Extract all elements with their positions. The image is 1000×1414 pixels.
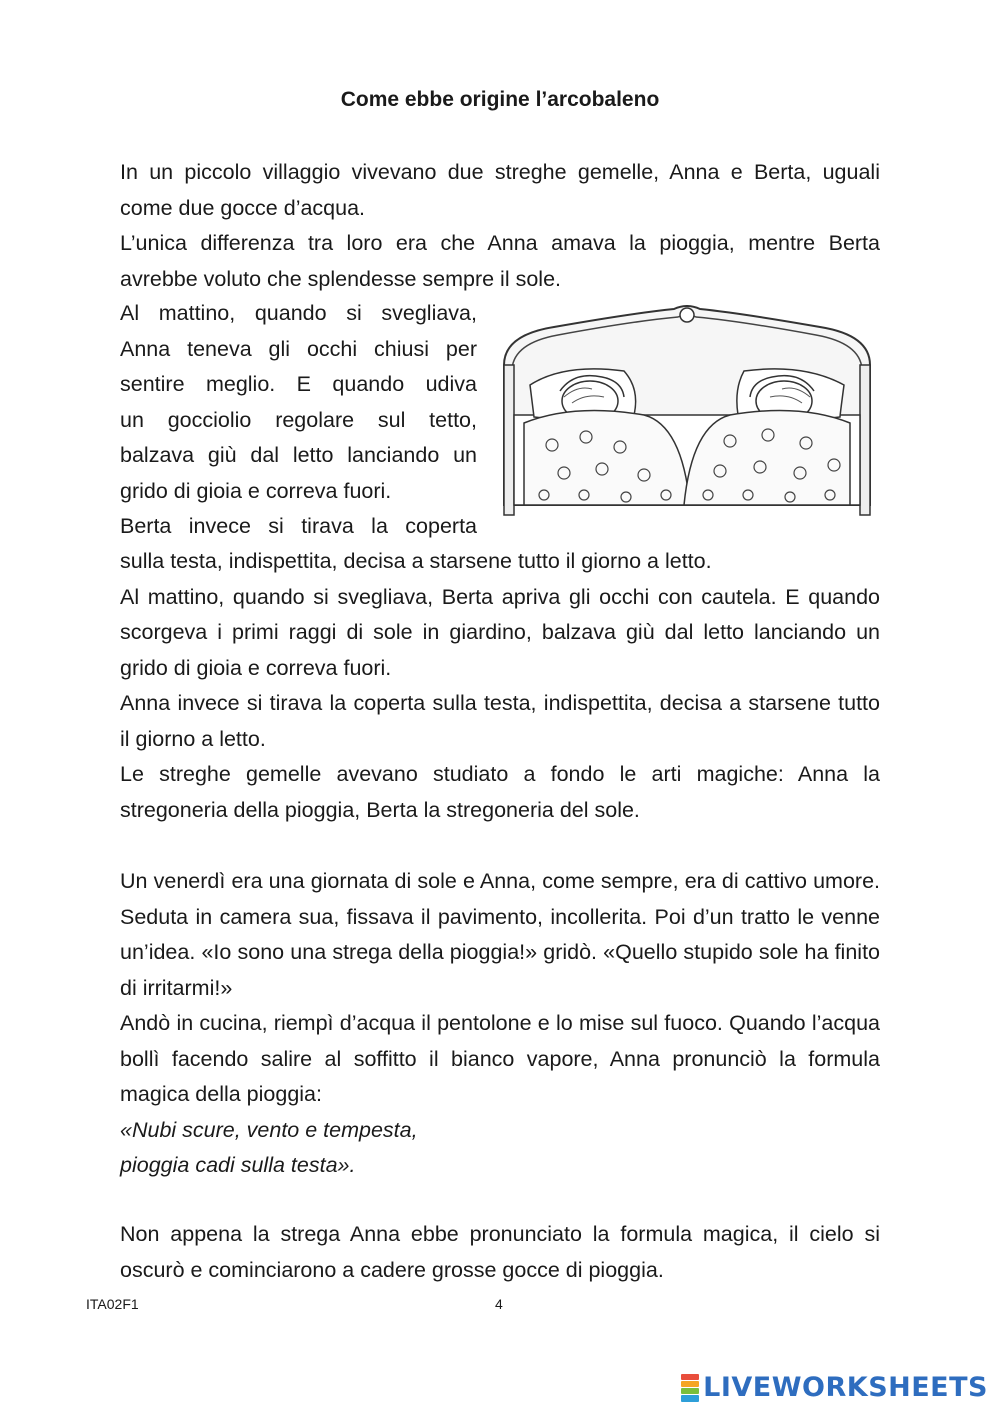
text-line: Berta invece si tirava la coperta xyxy=(120,514,477,538)
spell-line: «Nubi scure, vento e tempesta, xyxy=(120,1117,418,1142)
twins-in-bed-illustration xyxy=(494,305,880,517)
liveworksheets-logo xyxy=(681,1372,988,1403)
footer-document-code: ITA02F1 xyxy=(86,1296,139,1312)
paragraph: Un venerdì era una giornata di sole e Anna, come sempre, era di cattivo umore. Seduta in camera sua, fissava il pavimento, incollerita. Poi d’un tratto le venne un’idea. «Io sono una strega della pioggia!» gridò. «Quello stupido sole ha finito di irritarmi!» xyxy=(120,869,880,1000)
text-block-friday xyxy=(120,864,880,1184)
paragraph: Le streghe gemelle avevano studiato a fondo le arti magiche: Anna la stregoneria della pioggia, Berta la stregoneria del sole. xyxy=(120,762,880,822)
paragraph: In un piccolo villaggio vivevano due streghe gemelle, Anna e Berta, uguali come due gocce d’acqua. xyxy=(120,160,880,220)
paragraph: L’unica differenza tra loro era che Anna amava la pioggia, mentre Berta avrebbe voluto che splendesse sempre il sole. xyxy=(120,231,880,291)
footer-page-number: 4 xyxy=(495,1296,503,1312)
text-line: grido di gioia e correva fuori. xyxy=(120,478,392,503)
text-block-mornings xyxy=(120,544,880,828)
paragraph: Andò in cucina, riempì d’acqua il pentolone e lo mise sul fuoco. Quando l’acqua bollì facendo salire al soffitto il bianco vapore, Anna pronunciò la formula magica della pioggia: xyxy=(120,1011,880,1106)
text-line: Al mattino, quando si svegliava, xyxy=(120,301,477,325)
text-line: un gocciolio regolare sul tetto, xyxy=(120,407,477,432)
text-line: sentire meglio. E quando udiva xyxy=(120,372,477,396)
spell-line: pioggia cadi sulla testa». xyxy=(120,1153,356,1177)
text-block-beside-illustration xyxy=(120,296,477,545)
paragraph: Non appena la strega Anna ebbe pronunciato la formula magica, il cielo si oscurò e cominciarono a cadere grosse gocce di pioggia. xyxy=(120,1222,880,1282)
paragraph: Al mattino, quando si svegliava, Berta apriva gli occhi con cautela. E quando scorgeva i primi raggi di sole in giardino, balzava giù dal letto lanciando un grido di gioia e correva fuori. xyxy=(120,584,880,680)
text-line: Anna teneva gli occhi chiusi per xyxy=(120,336,477,361)
text-line: balzava giù dal letto lanciando un xyxy=(120,443,477,467)
paragraph: Anna invece si tirava la coperta sulla testa, indispettita, decisa a starsene tutto il giorno a letto. xyxy=(120,691,880,751)
text-block-rain xyxy=(120,1217,880,1288)
text-block-intro xyxy=(120,155,880,297)
paragraph: sulla testa, indispettita, decisa a starsene tutto il giorno a letto. xyxy=(120,549,712,573)
story-title: Come ebbe origine l’arcobaleno xyxy=(340,88,660,111)
brand-name: LIVEWORKSHEETS xyxy=(703,1372,988,1403)
liveworksheets-icon xyxy=(681,1374,699,1402)
